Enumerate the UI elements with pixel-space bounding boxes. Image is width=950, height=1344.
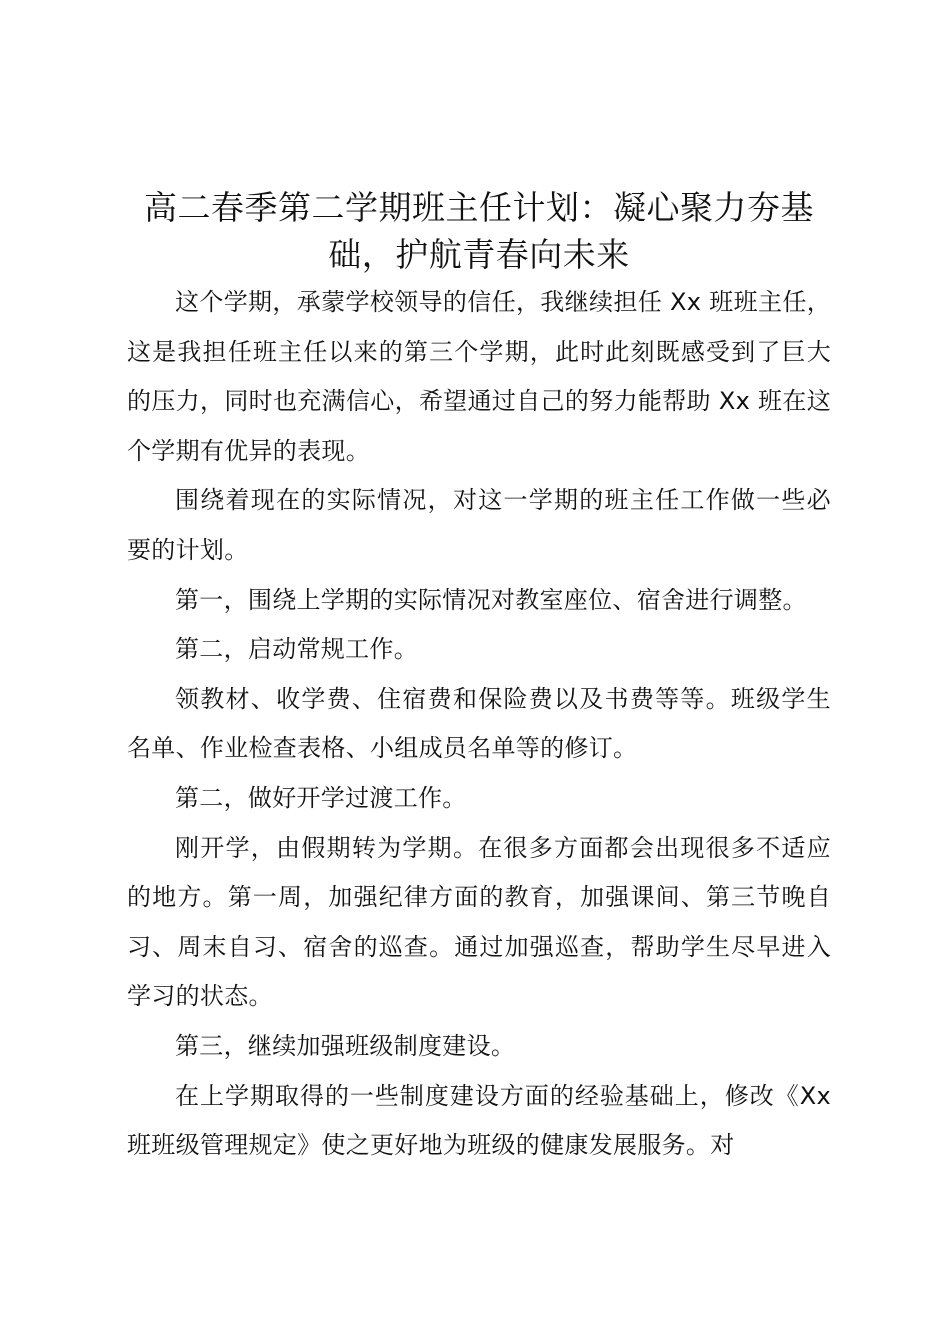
paragraph-intro: 这个学期，承蒙学校领导的信任，我继续担任 Xx 班班主任，这是我担任班主任以来的第三个学期，此时此刻既感受到了巨大的压力，同时也充满信心，希望通过自己的努力能帮助 Xx 班在这个学期有优异的表现。 — [127, 288, 831, 465]
paragraph-item-4-heading: 第三，继续加强班级制度建设。 — [175, 1031, 516, 1060]
paragraph-item-1: 第一，围绕上学期的实际情况对教室座位、宿舍进行调整。 — [175, 585, 807, 614]
paragraph-item-3-heading: 第二，做好开学过渡工作。 — [175, 783, 467, 812]
paragraph-plan-intro: 围绕着现在的实际情况，对这一学期的班主任工作做一些必要的计划。 — [127, 486, 831, 564]
document-page — [127, 184, 831, 1171]
paragraph-item-4-body: 在上学期取得的一些制度建设方面的经验基础上，修改《Xx 班班级管理规定》使之更好地为班级的健康发展服务。对 — [127, 1081, 831, 1160]
paragraph-item-3-body: 刚开学，由假期转为学期。在很多方面都会出现很多不适应的地方。第一周，加强纪律方面的教育，加强课间、第三节晚自习、周末自习、宿舍的巡查。通过加强巡查，帮助学生尽早进入学习的状态。 — [127, 833, 831, 1011]
document-title: 高二春季第二学期班主任计划：凝心聚力夯基础，护航青春向未来 — [144, 188, 814, 274]
paragraph-item-2-body: 领教材、收学费、住宿费和保险费以及书费等等。班级学生名单、作业检查表格、小组成员名单等的修订。 — [127, 684, 831, 763]
paragraph-item-2-heading: 第二，启动常规工作。 — [175, 635, 418, 664]
